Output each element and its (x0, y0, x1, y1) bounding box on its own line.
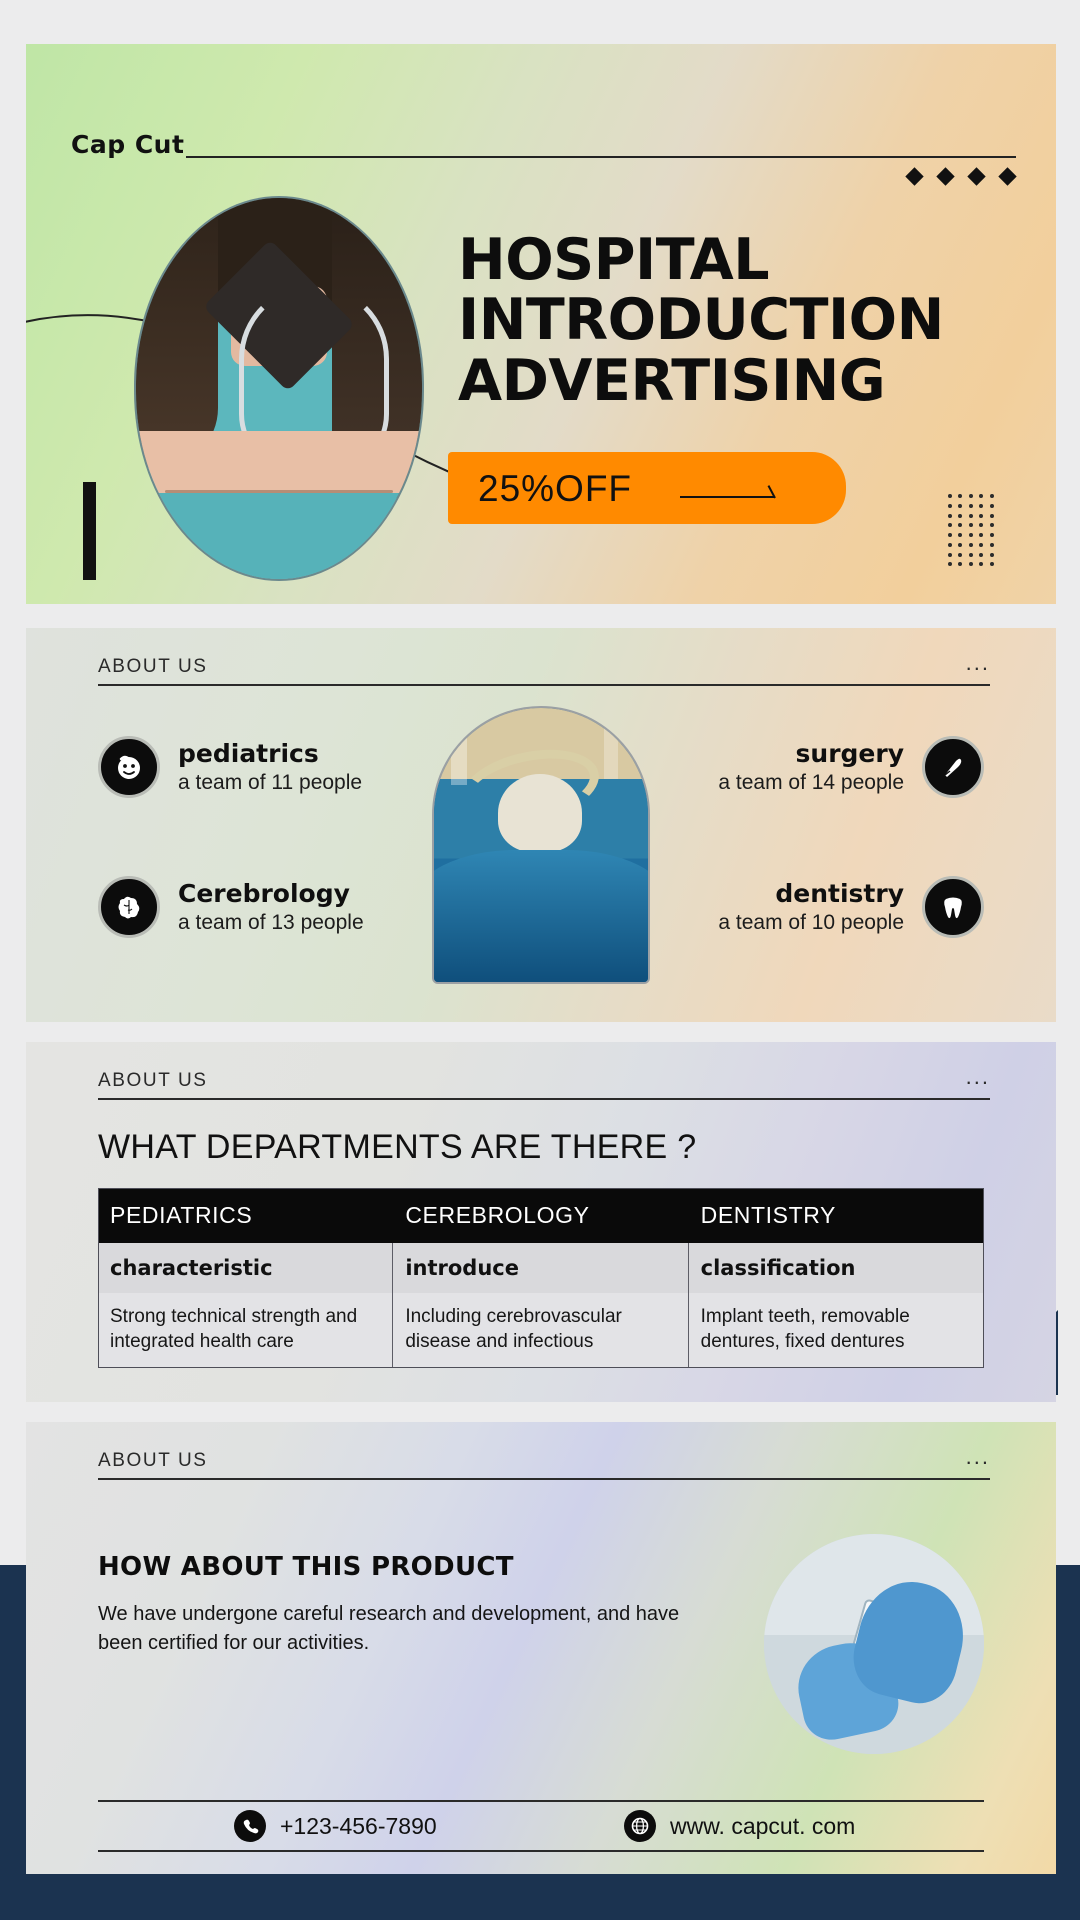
brand-logo: Cap Cut (71, 130, 185, 159)
discount-badge[interactable] (448, 452, 846, 524)
phone-number: +123-456-7890 (280, 1812, 437, 1839)
overflow-menu-icon[interactable]: ... (965, 1444, 990, 1469)
product-card (26, 1422, 1056, 1874)
overflow-menu-icon[interactable]: ... (965, 650, 990, 675)
department-team: a team of 11 people (178, 771, 363, 794)
table-subheader: characteristic (98, 1243, 393, 1293)
table-cell: Implant teeth, removable dentures, fixed dentures (700, 1306, 910, 1352)
section-divider (98, 1098, 990, 1100)
contact-phone[interactable] (234, 1810, 437, 1842)
department-item-cerebrology[interactable] (98, 876, 364, 938)
diamond-decoration (908, 170, 1014, 183)
about-surgery-image (432, 706, 650, 984)
title-line-3: ADVERTISING (458, 347, 886, 414)
table-cell: Strong technical strength and integrated health care (98, 1293, 393, 1368)
table-row (98, 1293, 984, 1368)
table-cell: Including cerebrovascular disease and infectious (393, 1293, 688, 1368)
product-description: We have undergone careful research and development, and have been certified for our activities. (98, 1603, 680, 1654)
footer-divider-bottom (98, 1850, 984, 1852)
contact-website[interactable] (624, 1810, 855, 1842)
table-subheader: classification (700, 1256, 856, 1280)
brand-divider (186, 156, 1016, 158)
tooth-icon (922, 876, 984, 938)
section-label: ABOUT US (98, 1450, 208, 1471)
title-line-1: HOSPITAL (458, 227, 770, 293)
hero-portrait-image (134, 196, 424, 581)
section-label: ABOUT US (98, 1070, 208, 1091)
department-name: surgery (795, 739, 904, 768)
accent-bar (83, 482, 96, 580)
table-header-row (98, 1188, 984, 1243)
title-line-2: INTRODUCTION (458, 287, 944, 354)
baby-face-icon (98, 736, 160, 798)
department-name: pediatrics (178, 739, 319, 768)
table-column-header: PEDIATRICS (110, 1202, 253, 1228)
department-name: Cerebrology (178, 879, 350, 908)
hero-card (26, 44, 1056, 604)
table-subheader: introduce (393, 1243, 688, 1293)
table-column-header: CEREBROLOGY (405, 1202, 590, 1228)
footer-divider-top (98, 1800, 984, 1802)
department-team: a team of 10 people (718, 911, 904, 934)
table-row (98, 1243, 984, 1293)
departments-table (98, 1188, 984, 1368)
phone-icon (234, 1810, 266, 1842)
discount-label: 25%OFF (478, 468, 633, 509)
department-item-surgery[interactable] (718, 736, 984, 798)
product-heading: HOW ABOUT THIS PRODUCT (98, 1552, 514, 1582)
website-url: www. capcut. com (670, 1812, 856, 1839)
department-name: dentistry (775, 879, 904, 908)
department-item-dentistry[interactable] (718, 876, 984, 938)
departments-table-card (26, 1042, 1056, 1402)
department-team: a team of 13 people (178, 911, 364, 934)
section-divider (98, 684, 990, 686)
product-image (764, 1534, 984, 1754)
section-divider (98, 1478, 990, 1480)
section-label: ABOUT US (98, 656, 208, 677)
brain-icon (98, 876, 160, 938)
scalpel-icon (922, 736, 984, 798)
table-column-header: DENTISTRY (700, 1202, 836, 1228)
globe-icon (624, 1810, 656, 1842)
overflow-menu-icon[interactable]: ... (965, 1064, 990, 1089)
page-title (458, 227, 1018, 414)
about-departments-card (26, 628, 1056, 1022)
dot-grid-decoration (948, 494, 1000, 572)
table-heading: WHAT DEPARTMENTS ARE THERE ? (98, 1128, 697, 1166)
department-item-pediatrics[interactable] (98, 736, 362, 798)
department-team: a team of 14 people (718, 771, 904, 794)
arrow-icon (680, 496, 775, 498)
